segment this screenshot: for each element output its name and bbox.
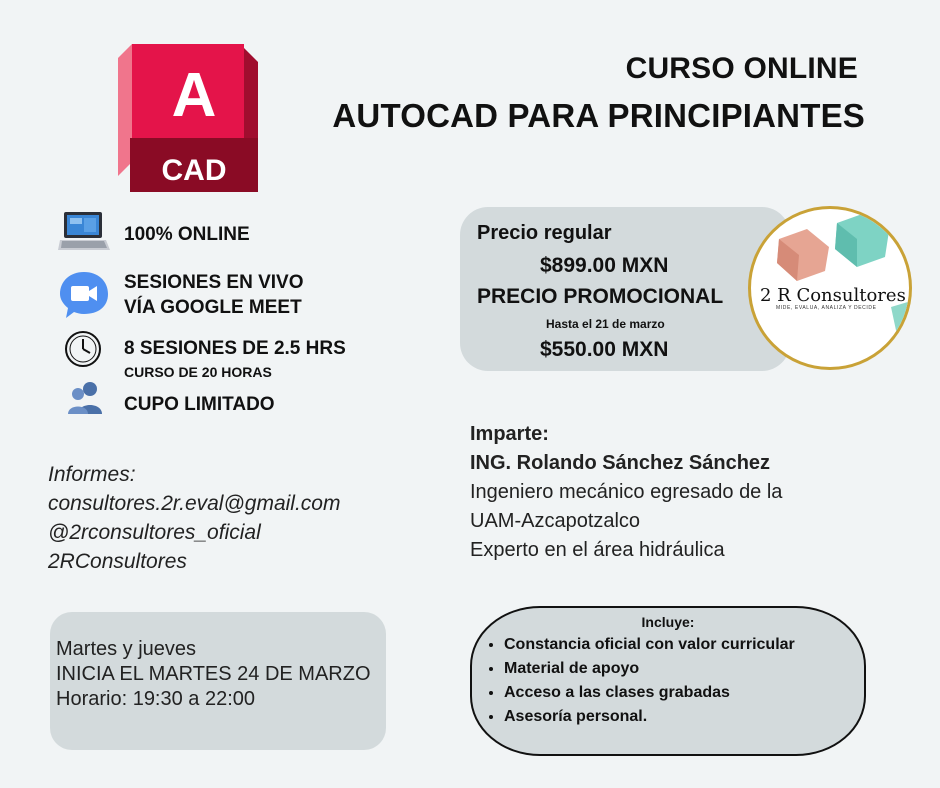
list-item: • Acceso a las clases grabadas [504, 681, 795, 705]
brand-name: 2 R Consultores [760, 285, 906, 306]
video-camera-icon [58, 270, 110, 322]
feature-spots: CUPO LIMITADO [124, 394, 275, 415]
regular-price-value: $899.00 MXN [540, 254, 669, 277]
feature-hours: CURSO DE 20 HORAS [124, 364, 272, 380]
title-line1: CURSO ONLINE [625, 52, 858, 85]
brand-tagline: MIDE, EVALUA, ANALIZA Y DECIDE [776, 305, 877, 311]
clock-icon [64, 330, 102, 368]
instructor-name: ING. Rolando Sánchez Sánchez [470, 452, 771, 474]
includes-list [484, 633, 795, 729]
instructor-bio-2: UAM-Azcapotzalco [470, 510, 641, 532]
contact-facebook[interactable]: 2RConsultores [48, 550, 187, 573]
list-item: • Material de apoyo [504, 657, 795, 681]
instructor-info [470, 420, 782, 565]
schedule-time: Horario: 19:30 a 22:00 [56, 688, 256, 710]
svg-text:A: A [171, 61, 217, 130]
feature-sessions: 8 SESIONES DE 2.5 HRS [124, 338, 346, 359]
instructor-heading: Imparte: [470, 423, 549, 445]
includes-title: Incluye: [641, 614, 695, 630]
instructor-bio-3: Experto en el área hidráulica [470, 539, 725, 561]
promo-until: Hasta el 21 de marzo [546, 317, 665, 331]
svg-text:CAD: CAD [161, 154, 227, 187]
list-item: • Asesoría personal. [504, 705, 795, 729]
contact-info [48, 460, 340, 576]
promo-price-label: PRECIO PROMOCIONAL [477, 285, 724, 308]
users-icon [66, 380, 104, 416]
autocad-logo [118, 44, 258, 192]
feature-live-line2: VÍA GOOGLE MEET [124, 297, 302, 318]
regular-price-label: Precio regular [477, 222, 612, 244]
contact-instagram[interactable]: @2rconsultores_oficial [48, 521, 261, 544]
instructor-bio-1: Ingeniero mecánico egresado de la [470, 481, 783, 503]
promo-price-value: $550.00 MXN [540, 338, 669, 361]
feature-live-line1: SESIONES EN VIVO [124, 272, 304, 293]
schedule-start: INICIA EL MARTES 24 DE MARZO [56, 663, 371, 685]
laptop-icon [58, 208, 110, 260]
list-item: • Constancia oficial con valor curricular [504, 633, 795, 657]
schedule-text [56, 637, 371, 712]
contact-email[interactable]: consultores.2r.eval@gmail.com [48, 492, 341, 515]
feature-online: 100% ONLINE [124, 224, 250, 245]
contact-heading: Informes: [48, 463, 136, 486]
title-line2: AUTOCAD PARA PRINCIPIANTES [332, 97, 865, 134]
schedule-days: Martes y jueves [56, 638, 197, 660]
